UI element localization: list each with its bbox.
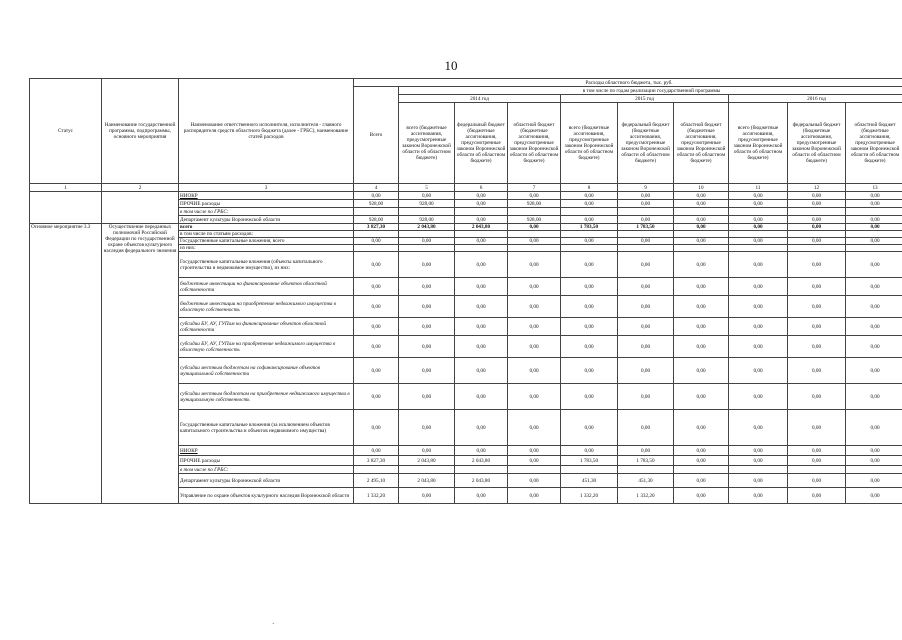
row-value: 0,00 <box>399 410 455 446</box>
row-value: 0,00 <box>508 446 561 456</box>
row-value: 0,00 <box>674 318 729 336</box>
row-value <box>508 208 561 216</box>
row-value <box>561 245 618 252</box>
header-source-federal: федеральный бюджет (бюджетные ассигнования, предусмотренные законом Воронежской области об областном бюджете) <box>618 103 674 184</box>
row-value: 451,30 <box>618 474 674 488</box>
row-value: 928,00 <box>508 216 561 224</box>
row-value: 0,00 <box>618 446 674 456</box>
row-value: 0,00 <box>508 224 561 231</box>
row-value: 0,00 <box>846 224 902 231</box>
row-value: 0,00 <box>354 296 399 318</box>
row-value: 0,00 <box>729 192 788 200</box>
row-value: 0,00 <box>729 358 788 384</box>
row-value: 0,00 <box>508 384 561 410</box>
row-value: 0,00 <box>561 200 618 208</box>
header-expenses: Расходы областного бюджета, тыс. руб. <box>354 79 902 87</box>
row-value <box>729 245 788 252</box>
header-by-year: в том числе по годам реализации государственной программы <box>399 87 902 95</box>
header-source-federal: федеральный бюджет (бюджетные ассигнования, предусмотренные законом Воронежской области об областном бюджете) <box>788 103 846 184</box>
row-value: 0,00 <box>846 200 902 208</box>
row-value <box>618 231 674 238</box>
row-value: 0,00 <box>846 252 902 278</box>
row-value <box>354 208 399 216</box>
row-value <box>674 245 729 252</box>
column-number: 8 <box>561 184 618 192</box>
row-value: 0,00 <box>354 278 399 296</box>
row-value: 0,00 <box>846 238 902 245</box>
row-value: 0,00 <box>399 318 455 336</box>
row-value: 0,00 <box>354 446 399 456</box>
row-value: 0,00 <box>846 474 902 488</box>
row-value: 0,00 <box>674 200 729 208</box>
row-value: 0,00 <box>455 358 508 384</box>
row-value: 0,00 <box>846 358 902 384</box>
row-label: субсидии местным бюджетам на приобретение недвижимого имущества в муниципальную собственность <box>179 384 354 410</box>
row-value: 0,00 <box>561 384 618 410</box>
row-value: 0,00 <box>508 278 561 296</box>
row-value <box>788 231 846 238</box>
column-number: 4 <box>354 184 399 192</box>
row-value: 0,00 <box>846 296 902 318</box>
row-value: 0,00 <box>674 474 729 488</box>
row-value <box>846 208 902 216</box>
column-number: 2 <box>102 184 179 192</box>
row-value: 0,00 <box>561 410 618 446</box>
row-value <box>354 245 399 252</box>
row-label: в том числе по ГРБС: <box>179 208 354 216</box>
row-value: 0,00 <box>846 446 902 456</box>
row-value: 0,00 <box>455 192 508 200</box>
row-value: 0,00 <box>729 474 788 488</box>
row-value: 0,00 <box>729 200 788 208</box>
row-value: 0,00 <box>729 238 788 245</box>
row-value: 0,00 <box>508 318 561 336</box>
row-value: 0,00 <box>729 446 788 456</box>
row-value <box>618 245 674 252</box>
row-value: 0,00 <box>788 252 846 278</box>
row-value: 0,00 <box>729 224 788 231</box>
row-label: субсидии местным бюджетам на софинансирование объектов муниципальной собственности <box>179 358 354 384</box>
row-value: 0,00 <box>729 278 788 296</box>
row-value: 0,00 <box>846 488 902 504</box>
footer-mark: · <box>272 620 275 628</box>
row-value <box>508 231 561 238</box>
row-value: 0,00 <box>354 410 399 446</box>
row-label: всего <box>179 224 354 231</box>
row-value: 0,00 <box>846 192 902 200</box>
row-value: 0,00 <box>399 336 455 358</box>
header-source-all: всего (бюджетные ассигнования, предусмотренные законом Воронежской области об областном бюджете) <box>729 103 788 184</box>
row-label: в том числе по ГРБС: <box>179 466 354 474</box>
row-value <box>674 208 729 216</box>
row-value: 0,00 <box>788 200 846 208</box>
main-event-name: Осуществление переданных полномочий Российской Федерации по государственной охране объектов культурного наследия федерального значения <box>102 224 179 504</box>
row-value: 0,00 <box>455 384 508 410</box>
row-value: 0,00 <box>455 318 508 336</box>
row-value <box>455 208 508 216</box>
row-value <box>399 208 455 216</box>
row-value: 2 043,80 <box>399 474 455 488</box>
row-value: 0,00 <box>561 318 618 336</box>
row-label: ПРОЧИЕ расходы <box>179 200 354 208</box>
row-value <box>674 231 729 238</box>
row-label: Государственные капитальные вложения (за исключением объектов капитального строительства и объектов недвижимого имущества) <box>179 410 354 446</box>
row-value <box>508 466 561 474</box>
row-value <box>618 208 674 216</box>
row-value: 0,00 <box>674 192 729 200</box>
row-value: 0,00 <box>508 238 561 245</box>
row-value: 0,00 <box>399 278 455 296</box>
row-value: 0,00 <box>399 358 455 384</box>
row-value: 0,00 <box>618 216 674 224</box>
header-executor: Наименование ответственного исполнителя, исполнителя - главного распорядителя средств областного бюджета (далее - ГРБС), наименование статей расходов <box>179 79 354 184</box>
row-value: 0,00 <box>455 336 508 358</box>
row-value: 0,00 <box>788 488 846 504</box>
header-source-regional: областной бюджет (бюджетные ассигнования, предусмотренные законом Воронежской области об областном бюджете) <box>846 103 902 184</box>
header-source-all: всего (бюджетные ассигнования, предусмотренные законом Воронежской области об областном бюджете) <box>399 103 455 184</box>
row-value: 0,00 <box>846 278 902 296</box>
row-value: 0,00 <box>455 410 508 446</box>
row-value <box>674 466 729 474</box>
row-value: 0,00 <box>354 238 399 245</box>
row-value: 0,00 <box>729 252 788 278</box>
row-value: 2 043,80 <box>455 474 508 488</box>
row-value <box>455 245 508 252</box>
row-value: 0,00 <box>674 216 729 224</box>
row-value: 0,00 <box>674 224 729 231</box>
row-value: 0,00 <box>618 410 674 446</box>
row-value: 0,00 <box>674 252 729 278</box>
row-value: 0,00 <box>399 238 455 245</box>
row-value: 0,00 <box>788 216 846 224</box>
row-label: Департамент культуры Воронежской области <box>179 216 354 224</box>
row-value: 1 332,20 <box>354 488 399 504</box>
row-value <box>508 245 561 252</box>
row-value <box>455 466 508 474</box>
row-value <box>618 466 674 474</box>
row-value <box>729 231 788 238</box>
row-label: ПРОЧИЕ расходы <box>179 456 354 466</box>
row-value: 0,00 <box>788 318 846 336</box>
row-value: 1 783,50 <box>561 224 618 231</box>
row-value: 928,00 <box>399 200 455 208</box>
row-value: 0,00 <box>674 410 729 446</box>
row-value <box>729 208 788 216</box>
row-value <box>846 245 902 252</box>
row-value: 0,00 <box>508 192 561 200</box>
row-value: 0,00 <box>788 474 846 488</box>
row-value: 0,00 <box>729 336 788 358</box>
row-value: 0,00 <box>674 456 729 466</box>
row-value <box>846 231 902 238</box>
row-value: 0,00 <box>508 296 561 318</box>
row-value: 0,00 <box>618 238 674 245</box>
row-value: 1 332,20 <box>561 488 618 504</box>
row-value: 0,00 <box>729 384 788 410</box>
row-value <box>788 466 846 474</box>
row-value: 0,00 <box>618 192 674 200</box>
row-value: 0,00 <box>729 456 788 466</box>
column-number: 9 <box>618 184 674 192</box>
row-value: 0,00 <box>561 238 618 245</box>
row-value: 0,00 <box>674 336 729 358</box>
row-value: 0,00 <box>846 216 902 224</box>
row-value: 0,00 <box>561 336 618 358</box>
row-value: 0,00 <box>399 488 455 504</box>
row-value: 2 043,80 <box>399 456 455 466</box>
header-status: Статус <box>30 79 102 184</box>
row-label: Департамент культуры Воронежской области <box>179 474 354 488</box>
row-value: 2 043,80 <box>455 224 508 231</box>
row-label: в том числе по статьям расходов: <box>179 231 354 238</box>
column-number: 3 <box>179 184 354 192</box>
row-value: 0,00 <box>674 488 729 504</box>
row-value: 0,00 <box>508 336 561 358</box>
row-value: 928,00 <box>354 200 399 208</box>
row-value: 1 783,50 <box>561 456 618 466</box>
header-source-all: всего (бюджетные ассигнования, предусмотренные законом Воронежской области об областном бюджете) <box>561 103 618 184</box>
row-label: субсидии БУ, АУ, ГУПам на приобретение недвижимого имущества в областную собственность <box>179 336 354 358</box>
row-value: 0,00 <box>561 446 618 456</box>
row-value: 0,00 <box>561 216 618 224</box>
page-number: 10 <box>444 58 458 73</box>
header-program-name: Наименование государственной программы, подпрограммы, основного мероприятия <box>102 79 179 184</box>
row-value: 0,00 <box>674 358 729 384</box>
row-value: 0,00 <box>618 252 674 278</box>
row-value: 1 783,50 <box>618 224 674 231</box>
column-number: 1 <box>30 184 102 192</box>
row-value: 0,00 <box>354 318 399 336</box>
column-number: 10 <box>674 184 729 192</box>
row-value: 0,00 <box>788 296 846 318</box>
column-number: 7 <box>508 184 561 192</box>
row-value: 0,00 <box>455 200 508 208</box>
row-value: 928,00 <box>354 216 399 224</box>
row-value: 0,00 <box>455 296 508 318</box>
row-value <box>354 466 399 474</box>
row-value <box>729 466 788 474</box>
row-value: 0,00 <box>508 456 561 466</box>
row-value: 1 332,20 <box>618 488 674 504</box>
row-value: 0,00 <box>354 384 399 410</box>
row-value: 0,00 <box>618 336 674 358</box>
row-label: из них: <box>179 245 354 252</box>
row-value: 0,00 <box>561 278 618 296</box>
row-value: 0,00 <box>399 252 455 278</box>
column-number: 6 <box>455 184 508 192</box>
row-value <box>399 245 455 252</box>
row-label: субсидии БУ, АУ, ГУПам на финансирование объектов областной собственности <box>179 318 354 336</box>
row-value: 0,00 <box>618 318 674 336</box>
row-value: 0,00 <box>788 192 846 200</box>
row-value: 0,00 <box>788 336 846 358</box>
row-value: 0,00 <box>788 410 846 446</box>
row-value: 0,00 <box>674 278 729 296</box>
row-value: 0,00 <box>561 192 618 200</box>
row-value <box>846 466 902 474</box>
row-value: 451,30 <box>561 474 618 488</box>
row-value <box>788 208 846 216</box>
row-label: Управление по охране объектов культурного наследия Воронежской области <box>179 488 354 504</box>
row-value: 0,00 <box>455 278 508 296</box>
row-value <box>561 466 618 474</box>
row-value: 0,00 <box>618 278 674 296</box>
row-value: 0,00 <box>729 296 788 318</box>
row-value: 928,00 <box>399 216 455 224</box>
row-value: 0,00 <box>788 446 846 456</box>
main-event-status: Основное мероприятие 3.3 <box>30 224 102 504</box>
header-source-regional: областной бюджет (бюджетные ассигнования, предусмотренные законом Воронежской области об областном бюджете) <box>508 103 561 184</box>
row-value: 0,00 <box>618 358 674 384</box>
row-value: 0,00 <box>618 296 674 318</box>
row-value: 0,00 <box>561 296 618 318</box>
row-value: 0,00 <box>788 456 846 466</box>
row-value: 0,00 <box>729 410 788 446</box>
row-value: 0,00 <box>618 384 674 410</box>
row-value: 0,00 <box>561 252 618 278</box>
row-value <box>561 231 618 238</box>
row-value: 0,00 <box>674 384 729 410</box>
row-value: 3 827,30 <box>354 456 399 466</box>
row-label: Государственные капитальные вложения (объекты капитального строительства и недвижимое имущество), из них: <box>179 252 354 278</box>
row-label: Государственные капитальные вложения, всего <box>179 238 354 245</box>
row-value: 0,00 <box>508 410 561 446</box>
status-cell-empty <box>30 192 102 224</box>
row-label: НИОКР <box>179 192 354 200</box>
row-value <box>788 245 846 252</box>
row-value: 0,00 <box>354 192 399 200</box>
row-value: 1 783,50 <box>618 456 674 466</box>
header-source-regional: областной бюджет (бюджетные ассигнования, предусмотренные законом Воронежской области об областном бюджете) <box>674 103 729 184</box>
row-value: 0,00 <box>455 446 508 456</box>
name-cell-empty <box>102 192 179 224</box>
row-value: 0,00 <box>788 358 846 384</box>
row-value: 2 495,10 <box>354 474 399 488</box>
row-value: 0,00 <box>846 336 902 358</box>
row-value: 0,00 <box>508 488 561 504</box>
row-value: 0,00 <box>846 384 902 410</box>
row-value <box>354 231 399 238</box>
header-year-2015: 2015 год <box>561 95 729 103</box>
row-value: 0,00 <box>846 318 902 336</box>
header-year-2016: 2016 год <box>729 95 902 103</box>
row-value: 0,00 <box>846 456 902 466</box>
row-value: 0,00 <box>674 238 729 245</box>
table-row <box>30 192 902 200</box>
budget-table <box>29 78 902 504</box>
row-value: 0,00 <box>846 410 902 446</box>
row-value <box>399 466 455 474</box>
column-number: 5 <box>399 184 455 192</box>
row-value: 0,00 <box>508 358 561 384</box>
row-value: 0,00 <box>618 200 674 208</box>
column-number: 11 <box>729 184 788 192</box>
row-value: 0,00 <box>399 296 455 318</box>
table-row <box>30 224 902 231</box>
row-value <box>455 231 508 238</box>
row-value: 2 043,80 <box>399 224 455 231</box>
header-year-2014: 2014 год <box>399 95 561 103</box>
row-value: 0,00 <box>455 488 508 504</box>
row-value <box>561 208 618 216</box>
row-value: 0,00 <box>674 296 729 318</box>
row-label: бюджетные инвестиции на приобретение недвижимого имущества в областную собственность <box>179 296 354 318</box>
row-value: 0,00 <box>788 224 846 231</box>
row-value <box>399 231 455 238</box>
header-source-federal: федеральный бюджет (бюджетные ассигнования, предусмотренные законом Воронежской области об областном бюджете) <box>455 103 508 184</box>
row-value: 0,00 <box>729 216 788 224</box>
row-value: 2 043,80 <box>455 456 508 466</box>
row-value: 0,00 <box>561 358 618 384</box>
column-number: 13 <box>846 184 902 192</box>
row-value: 0,00 <box>455 216 508 224</box>
row-value: 0,00 <box>354 336 399 358</box>
row-label: НИОКР <box>179 446 354 456</box>
column-number: 12 <box>788 184 846 192</box>
row-value: 0,00 <box>674 446 729 456</box>
row-value: 0,00 <box>455 252 508 278</box>
row-value: 0,00 <box>788 238 846 245</box>
row-value: 0,00 <box>354 252 399 278</box>
row-value: 0,00 <box>399 446 455 456</box>
row-value: 0,00 <box>508 474 561 488</box>
row-value: 0,00 <box>399 384 455 410</box>
row-value: 0,00 <box>788 278 846 296</box>
row-value: 928,00 <box>508 200 561 208</box>
row-value: 0,00 <box>455 238 508 245</box>
row-label: бюджетные инвестиции на финансирование объектов областной собственности <box>179 278 354 296</box>
row-value: 0,00 <box>788 384 846 410</box>
row-value: 0,00 <box>399 192 455 200</box>
row-value: 3 827,30 <box>354 224 399 231</box>
row-value: 0,00 <box>354 358 399 384</box>
row-value: 0,00 <box>729 318 788 336</box>
row-value: 0,00 <box>508 252 561 278</box>
row-value: 0,00 <box>729 488 788 504</box>
header-total: Всего <box>354 87 399 184</box>
